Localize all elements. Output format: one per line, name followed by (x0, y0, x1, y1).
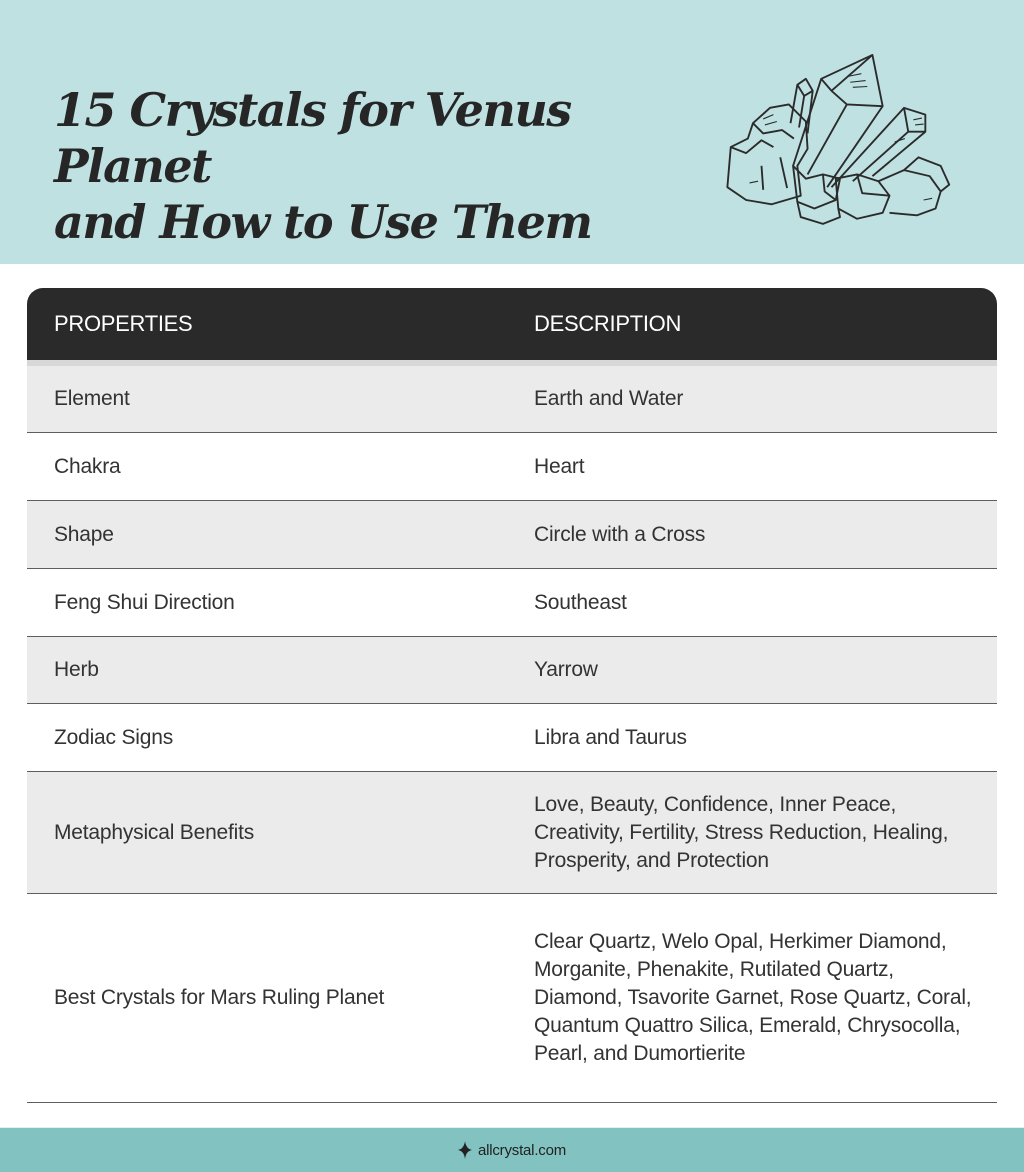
property-cell: Element (54, 387, 130, 410)
site-url[interactable]: allcrystal.com (477, 1141, 567, 1159)
description-cell: Southeast (534, 590, 627, 614)
table-row (27, 772, 997, 894)
property-cell: Zodiac Signs (54, 725, 173, 749)
table-row (27, 501, 997, 569)
property-cell: Chakra (54, 454, 121, 478)
description-cell: Heart (534, 454, 585, 478)
title-line-2: and How to Use Them (54, 195, 592, 249)
property-cell: Metaphysical Benefits (54, 820, 255, 844)
column-header-description: DESCRIPTION (534, 311, 682, 336)
sparkle-icon (458, 1141, 472, 1159)
crystal-cluster-icon (712, 36, 968, 236)
table-row (27, 366, 997, 433)
description-cell: Love, Beauty, Confidence, Inner Peace, Creativity, Fertility, Stress Reduction, Healing, Prosperity, and Protection (534, 792, 949, 872)
site-credit (458, 1141, 566, 1159)
table-row (27, 704, 997, 772)
column-header-properties: PROPERTIES (54, 311, 193, 336)
description-cell: Yarrow (534, 658, 598, 681)
description-cell: Earth and Water (534, 387, 684, 410)
table-row (27, 637, 997, 704)
properties-table (27, 288, 997, 1103)
page-title (54, 82, 714, 250)
property-cell: Shape (54, 522, 114, 546)
description-cell: Libra and Taurus (534, 725, 687, 749)
hero-banner (0, 0, 1024, 264)
property-cell: Best Crystals for Mars Ruling Planet (54, 986, 385, 1009)
table-row (27, 894, 997, 1103)
description-cell: Clear Quartz, Welo Opal, Herkimer Diamond, Morganite, Phenakite, Rutilated Quartz, Diamond, Tsavorite Garnet, Rose Quartz, Coral, Quantum Quattro Silica, Emerald, Chrysocolla, Pearl, and Dumortierite (534, 930, 972, 1065)
description-cell: Circle with a Cross (534, 522, 706, 546)
footer-bar (0, 1127, 1024, 1172)
table-row (27, 569, 997, 637)
table-header (27, 288, 997, 366)
property-cell: Herb (54, 658, 99, 681)
title-line-1: 15 Crystals for Venus Planet (54, 83, 571, 193)
table-row (27, 433, 997, 501)
property-cell: Feng Shui Direction (54, 590, 235, 614)
